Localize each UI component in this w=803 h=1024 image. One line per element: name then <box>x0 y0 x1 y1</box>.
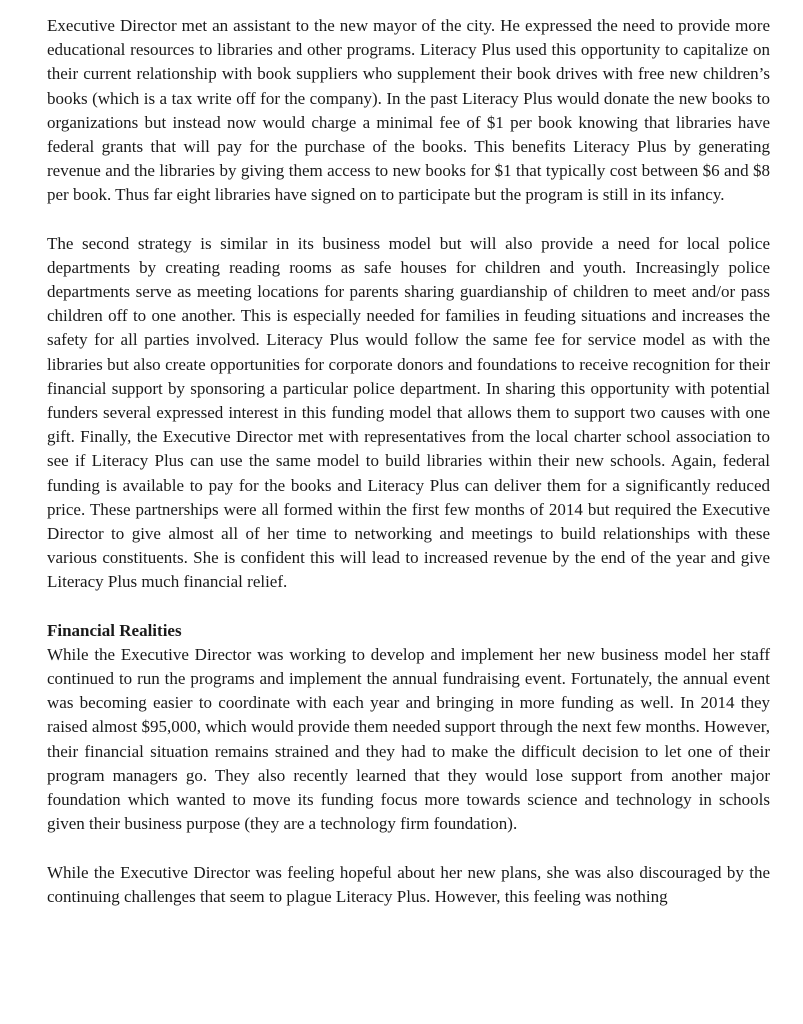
paragraph-financial-realities: While the Executive Director was working to develop and implement her new business model her staff continued to run the programs and implement the annual fundraising event. Fortunately, the annual event was becoming easier to coordinate with each year and bringing in more funding as well. In 2014 they raised almost $95,000, which would provide them needed support through the next few months. However, their financial situation remains strained and they had to make the difficult decision to let one of their program managers go. They also recently learned that they would lose support from another major foundation which wanted to move its funding focus more towards science and technology in schools given their business purpose (they are a technology firm foundation). <box>47 644 770 834</box>
paragraph-gap <box>47 595 770 619</box>
paragraph-second-strategy: The second strategy is similar in its business model but will also provide a need for local police departments by creating reading rooms as safe houses for children and youth. Increasingly police departments serve as meeting locations for parents sharing guardianship of children to meet and/or pass children off to one another. This is especially needed for families in feuding situations and increases the safety for all parties involved. Literacy Plus would follow the same fee for service model as with the libraries but also create opportunities for corporate donors and foundations to receive recognition for their financial support by sponsoring a particular police department. In sharing this opportunity with potential funders several expressed interest in this funding model that allows them to support two causes with one gift. Finally, the Executive Director met with representatives from the local charter school association to see if Literacy Plus can use the same model to build libraries within their new schools. Again, federal funding is available to pay for the books and Literacy Plus can deliver them for a significantly reduced price. These partnerships were all formed within the first few months of 2014 but required the Executive Director to give almost all of her time to networking and meetings to build relationships with these various constituents. She is confident this will lead to increased revenue by the end of the year and give Literacy Plus much financial relief. <box>47 233 770 592</box>
paragraph-gap <box>47 208 770 232</box>
paragraph-hopeful: While the Executive Director was feeling hopeful about her new plans, she was also discouraged by the continuing challenges that seem to plague Literacy Plus. However, this feeling was nothing <box>47 862 770 906</box>
section-heading: Financial Realities <box>47 620 182 640</box>
paragraph-libraries: Executive Director met an assistant to the new mayor of the city. He expressed the need to provide more educational resources to libraries and other programs. Literacy Plus used this opportunity to capitalize on their current relationship with book suppliers who supplement their book drives with free new children’s books (which is a tax write off for the company). In the past Literacy Plus would donate the new books to organizations but instead now would charge a minimal fee of $1 per book knowing that libraries have federal grants that will pay for the purchase of the books. This benefits Literacy Plus by generating revenue and the libraries by giving them access to new books for $1 that typically cost between $6 and $8 per book. Thus far eight libraries have signed on to participate but the program is still in its infancy. <box>47 16 770 205</box>
paragraph-gap <box>47 837 770 861</box>
document-page <box>47 14 770 909</box>
